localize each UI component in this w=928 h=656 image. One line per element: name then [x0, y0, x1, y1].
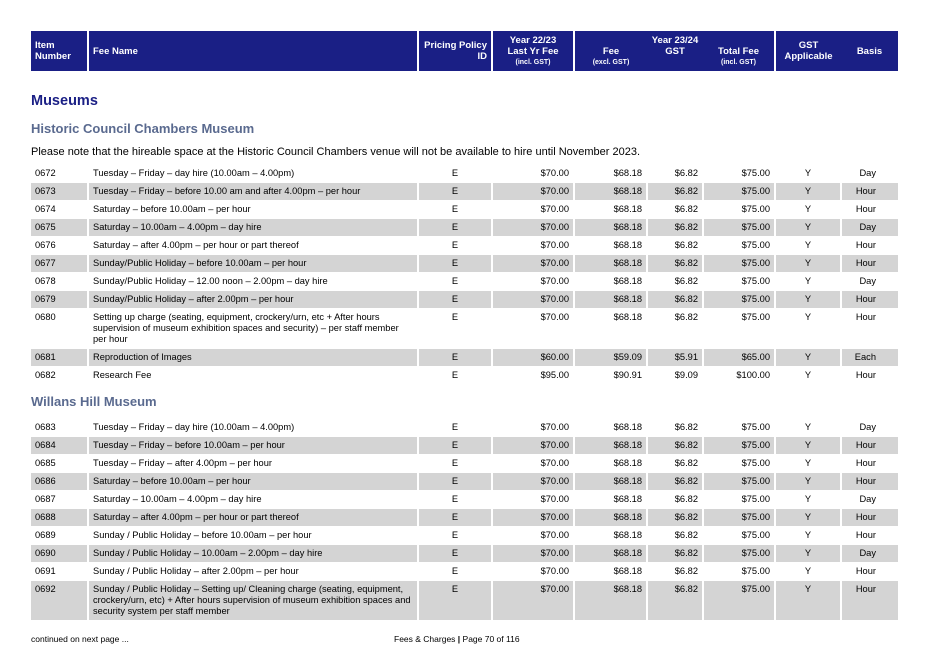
total-fee-cell: $75.00 — [703, 527, 775, 545]
item-number-cell: 0677 — [31, 255, 88, 273]
fee-name-cell: Reproduction of Images — [88, 349, 418, 367]
gst-applicable-cell: Y — [775, 437, 841, 455]
last-yr-fee-cell: $70.00 — [492, 509, 574, 527]
basis-cell: Day — [841, 491, 898, 509]
pricing-policy-cell: E — [418, 273, 492, 291]
item-number-cell: 0688 — [31, 509, 88, 527]
table-row — [31, 437, 898, 455]
pricing-policy-cell: E — [418, 473, 492, 491]
table-row — [31, 545, 898, 563]
basis-cell: Day — [841, 545, 898, 563]
last-yr-fee-cell: $70.00 — [492, 291, 574, 309]
header-gst-applicable: GST Applicable — [775, 31, 841, 71]
fee-excl-gst-cell: $68.18 — [574, 183, 647, 201]
gst-amount-cell: $6.82 — [647, 255, 703, 273]
header-fee-label: Fee — [602, 45, 620, 57]
fee-excl-gst-cell: $68.18 — [574, 509, 647, 527]
fee-name-cell: Sunday / Public Holiday – before 10.00am – per hour — [88, 527, 418, 545]
fee-name-cell: Research Fee — [88, 367, 418, 385]
total-fee-cell: $75.00 — [703, 165, 775, 183]
fee-excl-gst-cell: $68.18 — [574, 563, 647, 581]
table-row — [31, 309, 898, 349]
total-fee-cell: $75.00 — [703, 183, 775, 201]
pricing-policy-cell: E — [418, 455, 492, 473]
item-number-cell: 0692 — [31, 581, 88, 621]
table-row — [31, 491, 898, 509]
fee-excl-gst-cell: $68.18 — [574, 419, 647, 437]
total-fee-cell: $75.00 — [703, 509, 775, 527]
pricing-policy-cell: E — [418, 201, 492, 219]
basis-cell: Hour — [841, 201, 898, 219]
table-row — [31, 455, 898, 473]
basis-cell: Hour — [841, 309, 898, 349]
pricing-policy-cell: E — [418, 545, 492, 563]
section-title: Museums — [31, 93, 98, 109]
pricing-policy-cell: E — [418, 419, 492, 437]
fee-name-cell: Saturday – 10.00am – 4.00pm – day hire — [88, 219, 418, 237]
fee-name-cell: Sunday / Public Holiday – after 2.00pm – per hour — [88, 563, 418, 581]
gst-amount-cell: $6.82 — [647, 273, 703, 291]
last-yr-fee-cell: $70.00 — [492, 165, 574, 183]
table-row — [31, 563, 898, 581]
table-row — [31, 183, 898, 201]
total-fee-cell: $75.00 — [703, 219, 775, 237]
last-yr-fee-cell: $70.00 — [492, 437, 574, 455]
gst-applicable-cell: Y — [775, 201, 841, 219]
fee-excl-gst-cell: $68.18 — [574, 437, 647, 455]
item-number-cell: 0684 — [31, 437, 88, 455]
gst-applicable-cell: Y — [775, 367, 841, 385]
total-fee-cell: $65.00 — [703, 349, 775, 367]
total-fee-cell: $75.00 — [703, 473, 775, 491]
page-number — [394, 634, 520, 644]
basis-cell: Hour — [841, 581, 898, 621]
last-yr-fee-cell: $60.00 — [492, 349, 574, 367]
header-item-number: Item Number — [31, 31, 88, 71]
fee-name-cell: Sunday/Public Holiday – after 2.00pm – per hour — [88, 291, 418, 309]
item-number-cell: 0681 — [31, 349, 88, 367]
fee-name-cell: Saturday – after 4.00pm – per hour or part thereof — [88, 509, 418, 527]
last-yr-fee-cell: $70.00 — [492, 527, 574, 545]
basis-cell: Hour — [841, 563, 898, 581]
header-last-year — [492, 31, 574, 71]
fee-name-cell: Setting up charge (seating, equipment, crockery/urn, etc + After hours supervision of museum exhibition spaces and security) – per staff member per hour — [88, 309, 418, 349]
gst-amount-cell: $6.82 — [647, 183, 703, 201]
table-row — [31, 473, 898, 491]
fee-name-cell: Sunday/Public Holiday – before 10.00am – per hour — [88, 255, 418, 273]
total-fee-cell: $75.00 — [703, 563, 775, 581]
item-number-cell: 0679 — [31, 291, 88, 309]
last-yr-fee-cell: $70.00 — [492, 309, 574, 349]
fee-excl-gst-cell: $68.18 — [574, 473, 647, 491]
fee-excl-gst-cell: $68.18 — [574, 455, 647, 473]
fee-excl-gst-cell: $68.18 — [574, 255, 647, 273]
museum1-title: Historic Council Chambers Museum — [31, 121, 255, 136]
gst-applicable-cell: Y — [775, 165, 841, 183]
last-yr-fee-cell: $70.00 — [492, 255, 574, 273]
fee-excl-gst-cell: $59.09 — [574, 349, 647, 367]
total-fee-cell: $100.00 — [703, 367, 775, 385]
fee-name-cell: Tuesday – Friday – before 10.00am – per hour — [88, 437, 418, 455]
gst-amount-cell: $6.82 — [647, 419, 703, 437]
last-yr-fee-cell: $70.00 — [492, 237, 574, 255]
page-separator: | — [455, 634, 463, 644]
last-yr-fee-cell: $70.00 — [492, 581, 574, 621]
last-yr-fee-cell: $70.00 — [492, 219, 574, 237]
header-year-prev: Year 22/23 — [509, 34, 557, 46]
continued-note: continued on next page ... — [31, 634, 129, 644]
total-fee-cell: $75.00 — [703, 491, 775, 509]
last-yr-fee-cell: $70.00 — [492, 545, 574, 563]
last-yr-fee-cell: $95.00 — [492, 367, 574, 385]
gst-amount-cell: $6.82 — [647, 545, 703, 563]
table-row — [31, 509, 898, 527]
gst-applicable-cell: Y — [775, 349, 841, 367]
gst-amount-cell: $6.82 — [647, 437, 703, 455]
gst-amount-cell: $6.82 — [647, 473, 703, 491]
fee-excl-gst-cell: $68.18 — [574, 273, 647, 291]
header-fee-name: Fee Name — [88, 31, 418, 71]
basis-cell: Hour — [841, 291, 898, 309]
total-fee-cell: $75.00 — [703, 237, 775, 255]
pricing-policy-cell: E — [418, 349, 492, 367]
fee-excl-gst-cell: $68.18 — [574, 165, 647, 183]
gst-amount-cell: $6.82 — [647, 291, 703, 309]
fee-excl-gst-cell: $68.18 — [574, 527, 647, 545]
gst-amount-cell: $6.82 — [647, 219, 703, 237]
fee-excl-gst-cell: $68.18 — [574, 581, 647, 621]
table-row — [31, 219, 898, 237]
pricing-policy-cell: E — [418, 437, 492, 455]
fee-name-cell: Saturday – 10.00am – 4.00pm – day hire — [88, 491, 418, 509]
table-row — [31, 165, 898, 183]
basis-cell: Hour — [841, 455, 898, 473]
pricing-policy-cell: E — [418, 509, 492, 527]
gst-applicable-cell: Y — [775, 455, 841, 473]
basis-cell: Hour — [841, 183, 898, 201]
total-fee-cell: $75.00 — [703, 201, 775, 219]
fee-excl-gst-cell: $90.91 — [574, 367, 647, 385]
gst-amount-cell: $9.09 — [647, 367, 703, 385]
basis-cell: Hour — [841, 255, 898, 273]
table-row — [31, 201, 898, 219]
basis-cell: Hour — [841, 473, 898, 491]
fee-name-cell: Saturday – before 10.00am – per hour — [88, 201, 418, 219]
basis-cell: Hour — [841, 527, 898, 545]
pricing-policy-cell: E — [418, 491, 492, 509]
museum1-fee-table — [31, 165, 898, 385]
last-yr-fee-cell: $70.00 — [492, 201, 574, 219]
gst-applicable-cell: Y — [775, 237, 841, 255]
gst-applicable-cell: Y — [775, 509, 841, 527]
fee-name-cell: Saturday – before 10.00am – per hour — [88, 473, 418, 491]
gst-applicable-cell: Y — [775, 291, 841, 309]
table-row — [31, 273, 898, 291]
item-number-cell: 0674 — [31, 201, 88, 219]
museum2-title: Willans Hill Museum — [31, 394, 157, 409]
header-basis: Basis — [841, 31, 898, 71]
table-row — [31, 527, 898, 545]
header-gst-label: GST — [665, 45, 685, 57]
museum2-fee-table — [31, 419, 898, 621]
total-fee-cell: $75.00 — [703, 273, 775, 291]
header-incl-gst2: (incl. GST) — [721, 58, 756, 66]
table-row — [31, 237, 898, 255]
fee-schedule-page — [31, 31, 898, 621]
gst-applicable-cell: Y — [775, 545, 841, 563]
gst-amount-cell: $5.91 — [647, 349, 703, 367]
item-number-cell: 0675 — [31, 219, 88, 237]
total-fee-cell: $75.00 — [703, 291, 775, 309]
gst-amount-cell: $6.82 — [647, 237, 703, 255]
gst-applicable-cell: Y — [775, 183, 841, 201]
fee-excl-gst-cell: $68.18 — [574, 237, 647, 255]
header-year-curr: Year 23/24 — [651, 34, 699, 46]
item-number-cell: 0673 — [31, 183, 88, 201]
gst-amount-cell: $6.82 — [647, 309, 703, 349]
basis-cell: Hour — [841, 509, 898, 527]
fee-name-cell: Tuesday – Friday – after 4.00pm – per hour — [88, 455, 418, 473]
museum1-note: Please note that the hireable space at the Historic Council Chambers venue will not be available to hire until November 2023. — [31, 146, 641, 158]
header-table — [31, 31, 898, 71]
pricing-policy-cell: E — [418, 291, 492, 309]
last-yr-fee-cell: $70.00 — [492, 473, 574, 491]
fee-name-cell: Tuesday – Friday – day hire (10.00am – 4.00pm) — [88, 165, 418, 183]
gst-applicable-cell: Y — [775, 491, 841, 509]
pricing-policy-cell: E — [418, 367, 492, 385]
basis-cell: Hour — [841, 437, 898, 455]
basis-cell: Each — [841, 349, 898, 367]
gst-applicable-cell: Y — [775, 309, 841, 349]
basis-cell: Day — [841, 165, 898, 183]
fee-name-cell: Saturday – after 4.00pm – per hour or part thereof — [88, 237, 418, 255]
gst-amount-cell: $6.82 — [647, 491, 703, 509]
total-fee-cell: $75.00 — [703, 437, 775, 455]
last-yr-fee-cell: $70.00 — [492, 563, 574, 581]
last-yr-fee-cell: $70.00 — [492, 273, 574, 291]
page-label: Fees & Charges — [394, 634, 456, 644]
pricing-policy-cell: E — [418, 165, 492, 183]
gst-applicable-cell: Y — [775, 255, 841, 273]
item-number-cell: 0678 — [31, 273, 88, 291]
header-last-yr-fee: Last Yr Fee — [507, 45, 559, 57]
last-yr-fee-cell: $70.00 — [492, 455, 574, 473]
basis-cell: Hour — [841, 237, 898, 255]
fee-excl-gst-cell: $68.18 — [574, 545, 647, 563]
table-header-row — [31, 31, 898, 71]
fee-name-cell: Sunday / Public Holiday – Setting up/ Cleaning charge (seating, equipment, crockery/urn, etc) + After hours supervision of museum exhibition spaces and security system per staff member — [88, 581, 418, 621]
item-number-cell: 0690 — [31, 545, 88, 563]
header-total-fee — [703, 31, 775, 71]
fee-excl-gst-cell: $68.18 — [574, 219, 647, 237]
item-number-cell: 0680 — [31, 309, 88, 349]
header-gst — [647, 31, 703, 71]
gst-amount-cell: $6.82 — [647, 563, 703, 581]
basis-cell: Day — [841, 273, 898, 291]
item-number-cell: 0682 — [31, 367, 88, 385]
header-incl-gst: (incl. GST) — [515, 58, 551, 66]
fee-excl-gst-cell: $68.18 — [574, 309, 647, 349]
basis-cell: Hour — [841, 367, 898, 385]
gst-amount-cell: $6.82 — [647, 165, 703, 183]
gst-amount-cell: $6.82 — [647, 581, 703, 621]
pricing-policy-cell: E — [418, 527, 492, 545]
total-fee-cell: $75.00 — [703, 419, 775, 437]
item-number-cell: 0685 — [31, 455, 88, 473]
table-row — [31, 349, 898, 367]
item-number-cell: 0691 — [31, 563, 88, 581]
table-row — [31, 419, 898, 437]
item-number-cell: 0687 — [31, 491, 88, 509]
fee-excl-gst-cell: $68.18 — [574, 291, 647, 309]
item-number-cell: 0676 — [31, 237, 88, 255]
table-row — [31, 367, 898, 385]
item-number-cell: 0672 — [31, 165, 88, 183]
fee-name-cell: Sunday / Public Holiday – 10.00am – 2.00pm – day hire — [88, 545, 418, 563]
pricing-policy-cell: E — [418, 581, 492, 621]
pricing-policy-cell: E — [418, 309, 492, 349]
gst-amount-cell: $6.82 — [647, 527, 703, 545]
pricing-policy-cell: E — [418, 237, 492, 255]
pricing-policy-cell: E — [418, 255, 492, 273]
gst-amount-cell: $6.82 — [647, 455, 703, 473]
fee-name-cell: Sunday/Public Holiday – 12.00 noon – 2.00pm – day hire — [88, 273, 418, 291]
total-fee-cell: $75.00 — [703, 309, 775, 349]
header-excl-gst: (excl. GST) — [592, 58, 630, 66]
gst-applicable-cell: Y — [775, 581, 841, 621]
fee-excl-gst-cell: $68.18 — [574, 201, 647, 219]
last-yr-fee-cell: $70.00 — [492, 183, 574, 201]
total-fee-cell: $75.00 — [703, 581, 775, 621]
header-fee — [574, 31, 647, 71]
page-num: Page 70 of 116 — [462, 634, 520, 644]
header-pricing-policy: Pricing Policy ID — [418, 31, 492, 71]
pricing-policy-cell: E — [418, 219, 492, 237]
last-yr-fee-cell: $70.00 — [492, 419, 574, 437]
fee-name-cell: Tuesday – Friday – before 10.00 am and after 4.00pm – per hour — [88, 183, 418, 201]
item-number-cell: 0686 — [31, 473, 88, 491]
total-fee-cell: $75.00 — [703, 455, 775, 473]
gst-amount-cell: $6.82 — [647, 509, 703, 527]
fee-name-cell: Tuesday – Friday – day hire (10.00am – 4.00pm) — [88, 419, 418, 437]
gst-amount-cell: $6.82 — [647, 201, 703, 219]
item-number-cell: 0689 — [31, 527, 88, 545]
gst-applicable-cell: Y — [775, 419, 841, 437]
fee-excl-gst-cell: $68.18 — [574, 491, 647, 509]
basis-cell: Day — [841, 219, 898, 237]
basis-cell: Day — [841, 419, 898, 437]
last-yr-fee-cell: $70.00 — [492, 491, 574, 509]
gst-applicable-cell: Y — [775, 273, 841, 291]
gst-applicable-cell: Y — [775, 473, 841, 491]
item-number-cell: 0683 — [31, 419, 88, 437]
table-row — [31, 581, 898, 621]
gst-applicable-cell: Y — [775, 219, 841, 237]
table-row — [31, 291, 898, 309]
table-row — [31, 255, 898, 273]
total-fee-cell: $75.00 — [703, 545, 775, 563]
total-fee-cell: $75.00 — [703, 255, 775, 273]
header-total-fee-label: Total Fee — [718, 45, 759, 57]
pricing-policy-cell: E — [418, 563, 492, 581]
gst-applicable-cell: Y — [775, 527, 841, 545]
gst-applicable-cell: Y — [775, 563, 841, 581]
pricing-policy-cell: E — [418, 183, 492, 201]
